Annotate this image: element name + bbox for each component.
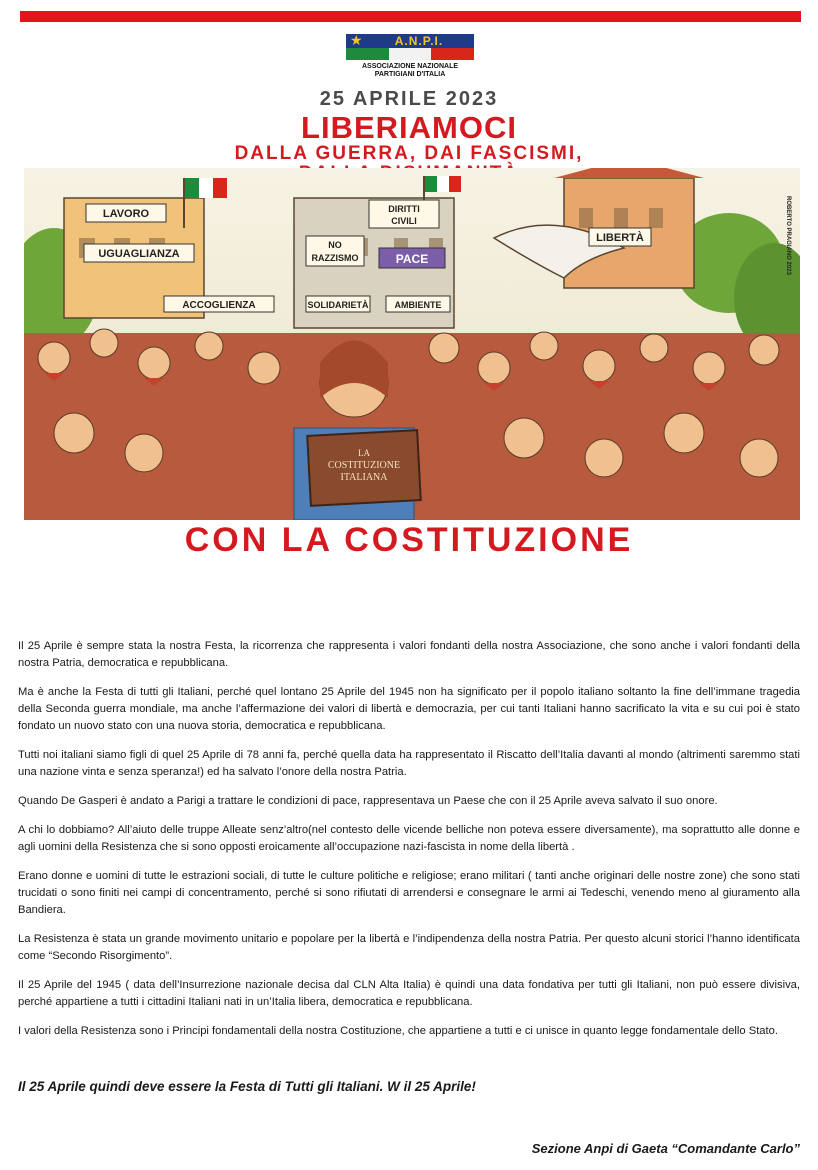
poster-date: 25 APRILE 2023 (319, 88, 499, 110)
sign-lavoro: LAVORO (102, 208, 150, 220)
paragraph: Quando De Gasperi è andato a Parigi a trattare le condizioni di pace, rappresentava un Paese che con il 25 Aprile aveva salvato il suo onore. (18, 795, 718, 807)
anpi-logo-name: A.N.P.I. (394, 34, 444, 48)
sign-uguaglianza: UGUAGLIANZA (98, 248, 180, 260)
anpi-logo-subtitle: ASSOCIAZIONE NAZIONALE PARTIGIANI D'ITALIA (361, 63, 459, 78)
sign-accoglienza: ACCOGLIENZA (182, 300, 256, 311)
paragraph: Erano donne e uomini di tutte le estrazioni sociali, di tutte le culture politiche e religiose; erano militari ( tanti anche originari delle nostre zone) che sono stati trucidati o sono finiti nei campi di concentramento, perché si sono rifiutati di arrendersi e consegnare le armi ai Tedeschi, venendo meno al giuramento alla Bandiera. (18, 870, 800, 916)
artist-signature: ROBERTO PRAGIANO 2023 (785, 196, 791, 275)
article-body (18, 638, 800, 1052)
constitution-book-icon (307, 430, 421, 506)
sign-no: NO (328, 240, 342, 250)
paragraph: Ma è anche la Festa di tutti gli Italiani, perché quel lontano 25 Aprile del 1945 non ha significato per il popolo italiano soltanto la fine dell’immane tragedia della Seconda guerra mondiale, ma anche l’affermazione dei valori di libertà e democrazia, per cui tanti Italiani hanno sacrificato la vita e su cui poi è stato fondato un nuovo stato con una nuova storia, democratica e repubblicana. (18, 686, 800, 732)
paragraph: Il 25 Aprile è sempre stata la nostra Festa, la ricorrenza che rappresenta i valori fondanti della nostra Associazione, che sono anche i valori fondanti della nostra Patria, democratica e repubblicana. (18, 640, 800, 669)
paragraph: A chi lo dobbiamo? All’aiuto delle truppe Alleate senz’altro(nel contesto delle vicende belliche non poteva essere diversamente), ma soprattutto alle donne e agli uomini della Resistenza che si sono opposti eroicamente all’occupazione nazi-fascista in nome della libertà . (18, 824, 800, 853)
closing-statement: Il 25 Aprile quindi deve essere la Festa di Tutti gli Italiani. W il 25 Aprile! (18, 1079, 476, 1094)
anpi-logo (346, 34, 474, 79)
crowd-illustration (24, 168, 800, 520)
section-signature: Sezione Anpi di Gaeta “Comandante Carlo” (531, 1141, 800, 1156)
sign-civili: CIVILI (391, 216, 417, 226)
sign-solidarieta: SOLIDARIETÀ (307, 300, 369, 310)
sign-pace: PACE (395, 252, 429, 266)
sign-ambiente: AMBIENTE (394, 300, 442, 310)
book-title-line3: ITALIANA (340, 472, 388, 483)
sign-diritti: DIRITTI (388, 204, 420, 214)
anpi-flag-emblem (346, 34, 474, 60)
paragraph: I valori della Resistenza sono i Principi fondamentali della nostra Costituzione, che appartiene a tutti e ci unisce in quanto legge fondamentale dello Stato. (18, 1025, 778, 1037)
top-red-bar (20, 11, 801, 22)
paragraph: Tutti noi italiani siamo figli di quel 25 Aprile di 78 anni fa, perché quella data ha rappresentato il Riscatto dell’Italia davanti al mondo (altrimenti saremmo stati una nazione vinta e senza speranza!) ed ha salvato l’onore della nostra Patria. (18, 749, 800, 778)
sign-liberta: LIBERTÀ (596, 232, 644, 244)
paragraph: Il 25 Aprile del 1945 ( data dell’Insurrezione nazionale decisa dal CLN Alta Italia) è quindi una data fondativa per tutti gli Italiani, non può essere divisiva, perché appartiene a tutti i cittadini Italiani nati in un’Italia libera, democratica e repubblicana. (18, 979, 800, 1008)
poster-subhead-line1: DALLA GUERRA, DAI FASCISMI, (234, 143, 584, 164)
book-title-line2: COSTITUZIONE (327, 460, 401, 471)
sign-razzismo: RAZZISMO (311, 253, 359, 263)
book-title-line1: LA (358, 448, 370, 458)
poster-headline: LIBERIAMOCI (301, 110, 517, 145)
star-icon: ★ (350, 32, 363, 48)
poster-tagline: CON LA COSTITUZIONE (184, 521, 634, 559)
paragraph: La Resistenza è stata un grande movimento unitario e popolare per la libertà e l’indipendenza della nostra Patria. Per questo alcuni storici l’hanno identificata come “Secondo Risorgimento”. (18, 933, 800, 962)
